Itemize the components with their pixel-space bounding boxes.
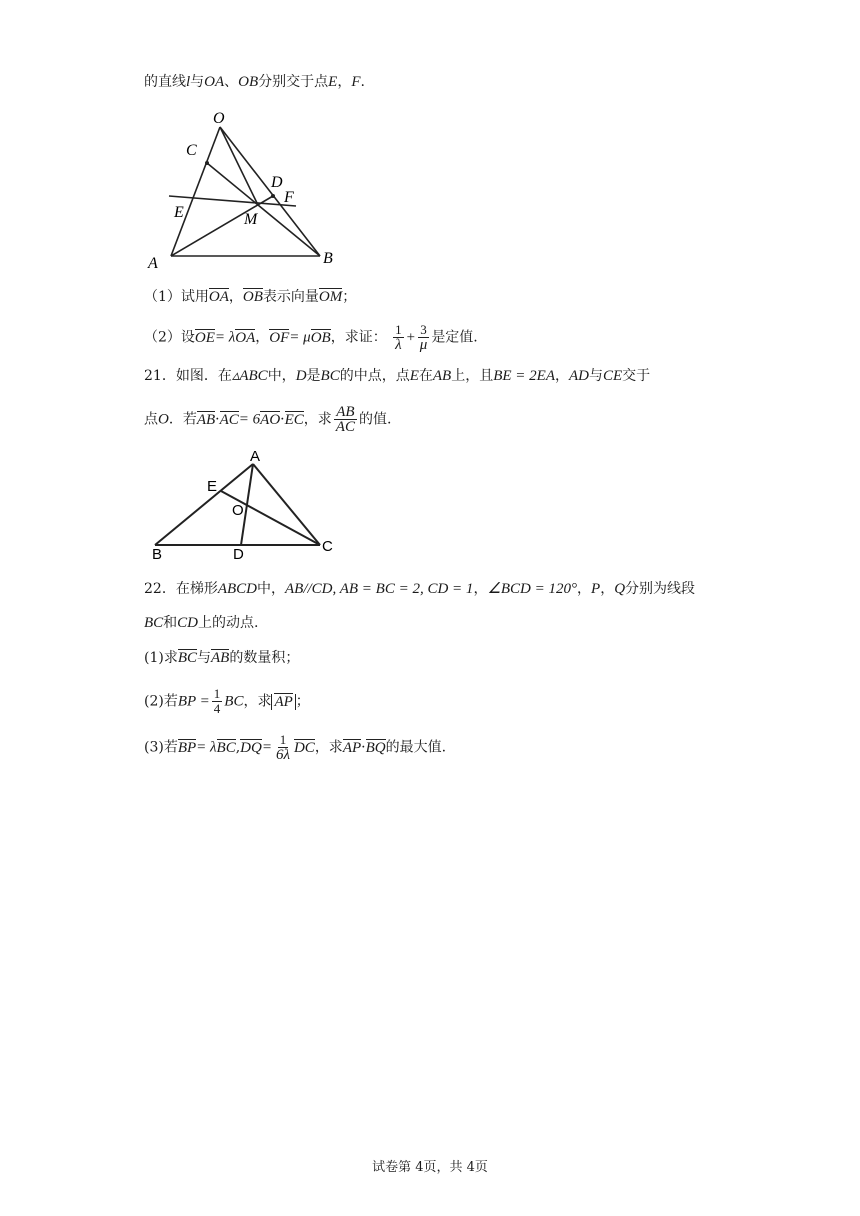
point-d [271, 194, 275, 198]
vector-bq: BQ [365, 739, 386, 756]
text: 表示向量 [262, 289, 319, 305]
text: 分别为线段 [625, 581, 696, 597]
fraction-one-over-six-lambda [274, 733, 292, 762]
text: ， [600, 581, 615, 597]
text: 点 [144, 411, 158, 428]
text: 的值. [358, 411, 392, 428]
q20-part2 [144, 323, 478, 352]
text: 与 [588, 368, 603, 384]
q21-line2 [144, 405, 391, 434]
q22-part3 [144, 733, 446, 762]
var-oa: OA [204, 74, 225, 90]
var-abcd: ABCD [217, 581, 257, 597]
vector-ac: AC [219, 411, 239, 428]
label-o: O [213, 110, 225, 127]
numerator: AB [336, 404, 355, 420]
label-c: C [186, 142, 197, 159]
q20-part1 [144, 287, 356, 307]
label-c: C [322, 538, 333, 555]
vector-dc: DC [293, 739, 315, 756]
text: 、 [224, 74, 239, 90]
text: 上的动点. [198, 615, 259, 631]
var-bc: BC [320, 368, 340, 384]
equals-lambda: = λ [196, 739, 217, 756]
text: ， [554, 368, 569, 384]
q22-part2 [144, 687, 310, 716]
fraction-one-quarter [212, 687, 223, 716]
equation-be: BE = 2EA [493, 368, 555, 384]
equals-lambda: = λ [214, 329, 236, 346]
text: ，求 [314, 739, 343, 756]
vector-ap: AP [274, 693, 293, 710]
text: ，求 [303, 411, 332, 428]
label-d: D [271, 174, 283, 191]
figure-triangle-abc [140, 445, 345, 565]
text: 分别交于点 [258, 74, 329, 90]
numerator: 1 [395, 322, 402, 337]
label-a: A [250, 448, 261, 465]
label-e: E [207, 478, 218, 495]
point-c [205, 161, 209, 165]
angle-bcd: ∠BCD = 120° [487, 581, 578, 597]
var-o: O [158, 411, 169, 428]
vector-ob: OB [242, 289, 263, 305]
label-f: F [284, 189, 294, 206]
text: 与 [197, 650, 212, 666]
var-e: E [328, 74, 338, 90]
var-ob: OB [238, 74, 259, 90]
vector-om: OM [318, 289, 343, 305]
text: ， [577, 581, 592, 597]
text: 上，且 [451, 368, 494, 384]
denominator: 6λ [275, 747, 290, 763]
var-ad: AD [568, 368, 589, 384]
condition: AB//CD, AB = BC = 2, CD = 1 [285, 581, 474, 597]
q21-line1 [144, 366, 650, 386]
fraction-three-over-mu [418, 323, 430, 352]
vector-oe: OE [194, 329, 215, 346]
var-l: l [186, 74, 191, 90]
label-e: E [174, 204, 184, 221]
vector-ao: AO [260, 411, 281, 428]
vector-of: OF [269, 329, 290, 346]
text: （1）试用 [144, 289, 209, 305]
vector-oa: OA [208, 289, 229, 305]
vector-bp: BP [177, 739, 197, 756]
text: 在 [418, 368, 433, 384]
dot: · [215, 411, 220, 428]
text: ．若 [168, 411, 197, 428]
plus: + [405, 329, 416, 346]
comma: , [235, 739, 241, 756]
q22-part1 [144, 648, 299, 668]
text: 21．如图．在 [144, 368, 232, 384]
intro-line [144, 72, 365, 92]
text: （2）设 [144, 329, 195, 346]
triangle-abc: ▵ABC [231, 368, 268, 384]
var-ab: AB [432, 368, 452, 384]
text: 交于 [622, 368, 651, 384]
denominator: λ [395, 337, 402, 353]
text: ， [337, 74, 352, 90]
label-b: B [323, 250, 333, 267]
equation-bp: BP = [177, 693, 210, 710]
text: 与 [190, 74, 205, 90]
q22-line1 [144, 579, 695, 599]
text: ， [228, 289, 243, 305]
text: (2)若 [144, 693, 178, 710]
var-f: F [351, 74, 361, 90]
vector-bc: BC [177, 650, 198, 666]
var-e: E [409, 368, 419, 384]
text: . [360, 74, 365, 90]
text: 中， [257, 581, 285, 597]
text: ； [295, 693, 310, 710]
label-m: M [244, 211, 258, 228]
vector-ec: EC [284, 411, 304, 428]
fraction-one-over-lambda [393, 323, 404, 352]
numerator: 1 [213, 686, 221, 701]
text: ； [342, 289, 357, 305]
magnitude-ap [271, 694, 295, 710]
page-footer: 试卷第 4页，共 4页 [372, 1160, 488, 1175]
equals-mu: = μ [289, 329, 311, 346]
text: 的直线 [144, 74, 186, 90]
text: ， [255, 329, 270, 346]
text: (3)若 [144, 739, 178, 756]
figure-triangle-oab [140, 105, 340, 275]
vector-oa: OA [235, 329, 256, 346]
equals: = [261, 739, 272, 756]
vector-ab: AB [196, 411, 216, 428]
var-p: P [591, 581, 601, 597]
text: 的数量积； [229, 650, 300, 666]
text: ，求证： [330, 329, 387, 346]
text: 的最大值. [385, 739, 447, 756]
fraction-ab-over-ac [334, 405, 357, 434]
dot: · [361, 739, 366, 756]
numerator: 1 [279, 732, 287, 747]
text: 是定值. [431, 329, 478, 346]
numerator: 3 [420, 322, 427, 337]
equals-six: = 6 [238, 411, 261, 428]
text: ，求 [243, 693, 272, 710]
vector-ob: OB [310, 329, 331, 346]
text: 和 [163, 615, 178, 631]
var-cd: CD [177, 615, 199, 631]
label-o: O [232, 502, 244, 519]
text: (1)求 [144, 650, 178, 666]
q22-line2 [144, 613, 258, 633]
var-d: D [295, 368, 307, 384]
var-bc: BC [224, 693, 244, 710]
text: 22．在梯形 [144, 581, 218, 597]
label-b: B [152, 546, 163, 563]
var-q: Q [614, 581, 626, 597]
vector-dq: DQ [240, 739, 262, 756]
text: ， [473, 581, 488, 597]
var-ce: CE [602, 368, 623, 384]
vector-ab: AB [211, 650, 230, 666]
denominator: μ [419, 337, 428, 353]
text: 是 [306, 368, 321, 384]
var-bc: BC [144, 615, 164, 631]
text: 中， [267, 368, 296, 384]
label-d: D [233, 546, 244, 563]
text: 的中点，点 [339, 368, 410, 384]
vector-ap: AP [342, 739, 362, 756]
denominator: 4 [213, 701, 221, 716]
vector-bc: BC [216, 739, 236, 756]
label-a: A [148, 255, 158, 272]
denominator: AC [335, 419, 355, 435]
dot: · [280, 411, 285, 428]
